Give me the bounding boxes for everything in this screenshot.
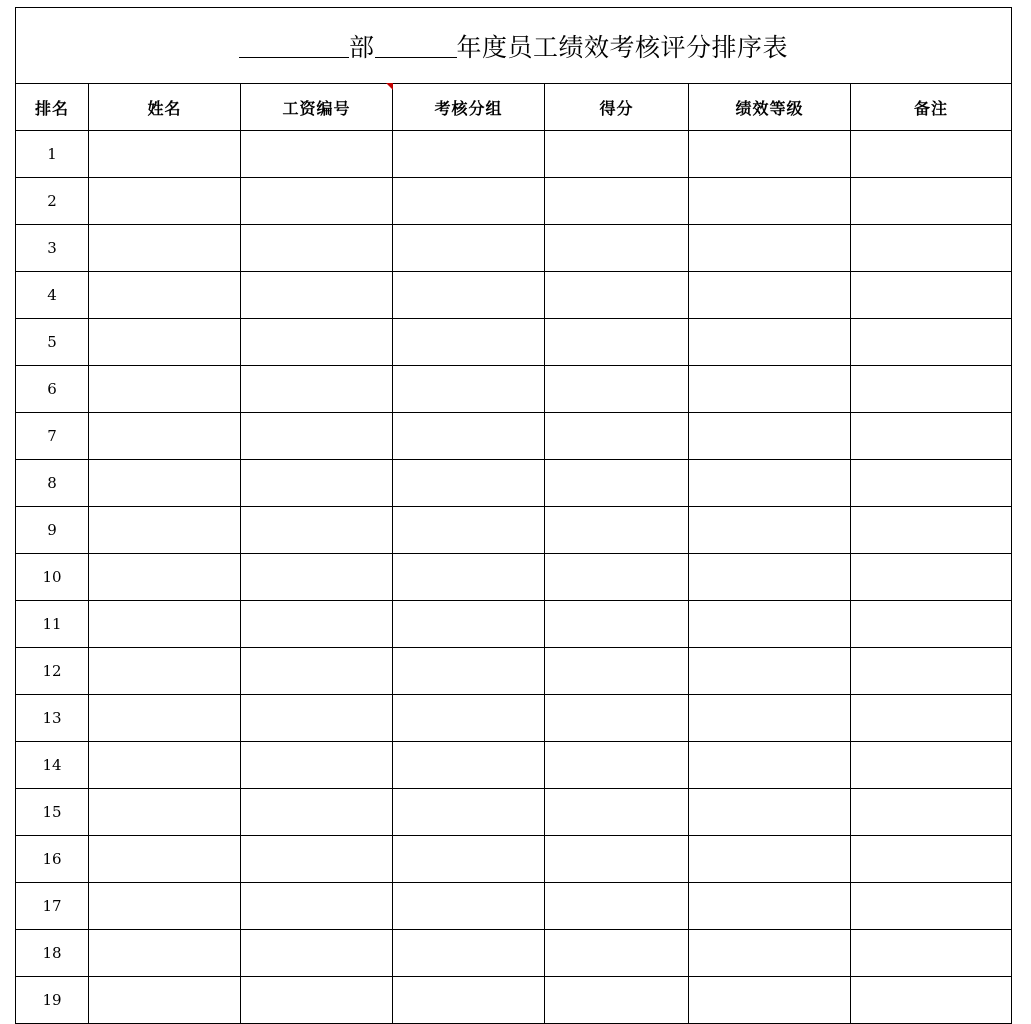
rank-cell[interactable]: 14 bbox=[16, 742, 89, 789]
salary-id-cell[interactable] bbox=[241, 178, 393, 225]
name-cell[interactable] bbox=[89, 883, 241, 930]
notes-cell[interactable] bbox=[851, 178, 1012, 225]
score-cell[interactable] bbox=[545, 695, 689, 742]
table-row bbox=[16, 836, 1012, 883]
rank-cell[interactable]: 7 bbox=[16, 413, 89, 460]
title-row bbox=[16, 8, 1012, 84]
salary-id-cell[interactable] bbox=[241, 648, 393, 695]
name-cell[interactable] bbox=[89, 601, 241, 648]
name-cell[interactable] bbox=[89, 131, 241, 178]
group-cell[interactable] bbox=[393, 319, 545, 366]
group-cell[interactable] bbox=[393, 507, 545, 554]
grade-cell[interactable] bbox=[689, 789, 851, 836]
score-cell[interactable] bbox=[545, 930, 689, 977]
table-row bbox=[16, 178, 1012, 225]
table-row bbox=[16, 319, 1012, 366]
score-cell[interactable] bbox=[545, 554, 689, 601]
group-cell[interactable] bbox=[393, 648, 545, 695]
name-cell[interactable] bbox=[89, 319, 241, 366]
group-cell[interactable] bbox=[393, 131, 545, 178]
spreadsheet bbox=[15, 7, 1011, 1024]
group-cell[interactable] bbox=[393, 225, 545, 272]
score-cell[interactable] bbox=[545, 977, 689, 1024]
title-part-main: 年度员工绩效考核评分排序表 bbox=[456, 32, 789, 62]
notes-cell[interactable] bbox=[851, 131, 1012, 178]
notes-cell[interactable] bbox=[851, 554, 1012, 601]
table-row bbox=[16, 460, 1012, 507]
rank-cell[interactable]: 11 bbox=[16, 601, 89, 648]
notes-cell[interactable] bbox=[851, 742, 1012, 789]
salary-id-cell[interactable] bbox=[241, 836, 393, 883]
grade-cell[interactable] bbox=[689, 413, 851, 460]
score-cell[interactable] bbox=[545, 507, 689, 554]
table-row bbox=[16, 413, 1012, 460]
notes-cell[interactable] bbox=[851, 319, 1012, 366]
notes-cell[interactable] bbox=[851, 977, 1012, 1024]
group-cell[interactable] bbox=[393, 366, 545, 413]
rank-cell[interactable]: 8 bbox=[16, 460, 89, 507]
name-cell[interactable] bbox=[89, 225, 241, 272]
header-grade[interactable]: 绩效等级 bbox=[689, 84, 851, 131]
table-row bbox=[16, 366, 1012, 413]
score-cell[interactable] bbox=[545, 319, 689, 366]
salary-id-cell[interactable] bbox=[241, 977, 393, 1024]
rank-cell[interactable]: 1 bbox=[16, 131, 89, 178]
grade-cell[interactable] bbox=[689, 178, 851, 225]
name-cell[interactable] bbox=[89, 695, 241, 742]
grade-cell[interactable] bbox=[689, 742, 851, 789]
table-row bbox=[16, 930, 1012, 977]
group-cell[interactable] bbox=[393, 695, 545, 742]
salary-id-cell[interactable] bbox=[241, 695, 393, 742]
performance-ranking-table bbox=[15, 7, 1012, 1024]
rank-cell[interactable]: 12 bbox=[16, 648, 89, 695]
rank-cell[interactable]: 3 bbox=[16, 225, 89, 272]
group-cell[interactable] bbox=[393, 413, 545, 460]
header-rank[interactable]: 排名 bbox=[16, 84, 89, 131]
name-cell[interactable] bbox=[89, 930, 241, 977]
table-row bbox=[16, 225, 1012, 272]
salary-id-cell[interactable] bbox=[241, 883, 393, 930]
name-cell[interactable] bbox=[89, 789, 241, 836]
score-cell[interactable] bbox=[545, 648, 689, 695]
score-cell[interactable] bbox=[545, 131, 689, 178]
grade-cell[interactable] bbox=[689, 883, 851, 930]
score-cell[interactable] bbox=[545, 366, 689, 413]
table-row bbox=[16, 272, 1012, 319]
name-cell[interactable] bbox=[89, 977, 241, 1024]
group-cell[interactable] bbox=[393, 601, 545, 648]
notes-cell[interactable] bbox=[851, 366, 1012, 413]
grade-cell[interactable] bbox=[689, 225, 851, 272]
salary-id-cell[interactable] bbox=[241, 460, 393, 507]
notes-cell[interactable] bbox=[851, 883, 1012, 930]
salary-id-cell[interactable] bbox=[241, 366, 393, 413]
notes-cell[interactable] bbox=[851, 507, 1012, 554]
grade-cell[interactable] bbox=[689, 366, 851, 413]
salary-id-cell[interactable] bbox=[241, 507, 393, 554]
rank-cell[interactable]: 19 bbox=[16, 977, 89, 1024]
salary-id-cell[interactable] bbox=[241, 272, 393, 319]
header-notes[interactable]: 备注 bbox=[851, 84, 1012, 131]
salary-id-cell[interactable] bbox=[241, 742, 393, 789]
score-cell[interactable] bbox=[545, 225, 689, 272]
score-cell[interactable] bbox=[545, 413, 689, 460]
score-cell[interactable] bbox=[545, 742, 689, 789]
score-cell[interactable] bbox=[545, 601, 689, 648]
rank-cell[interactable]: 4 bbox=[16, 272, 89, 319]
salary-id-cell[interactable] bbox=[241, 554, 393, 601]
score-cell[interactable] bbox=[545, 836, 689, 883]
salary-id-cell[interactable] bbox=[241, 930, 393, 977]
rank-cell[interactable]: 9 bbox=[16, 507, 89, 554]
table-row bbox=[16, 507, 1012, 554]
score-cell[interactable] bbox=[545, 178, 689, 225]
group-cell[interactable] bbox=[393, 789, 545, 836]
score-cell[interactable] bbox=[545, 789, 689, 836]
name-cell[interactable] bbox=[89, 178, 241, 225]
rank-cell[interactable]: 17 bbox=[16, 883, 89, 930]
score-cell[interactable] bbox=[545, 272, 689, 319]
notes-cell[interactable] bbox=[851, 648, 1012, 695]
rank-cell[interactable]: 6 bbox=[16, 366, 89, 413]
rank-cell[interactable]: 2 bbox=[16, 178, 89, 225]
salary-id-cell[interactable] bbox=[241, 601, 393, 648]
group-cell[interactable] bbox=[393, 742, 545, 789]
name-cell[interactable] bbox=[89, 460, 241, 507]
header-score[interactable]: 得分 bbox=[545, 84, 689, 131]
rank-cell[interactable]: 18 bbox=[16, 930, 89, 977]
header-name[interactable]: 姓名 bbox=[89, 84, 241, 131]
table-row bbox=[16, 131, 1012, 178]
name-cell[interactable] bbox=[89, 366, 241, 413]
rank-cell[interactable]: 16 bbox=[16, 836, 89, 883]
name-cell[interactable] bbox=[89, 507, 241, 554]
grade-cell[interactable] bbox=[689, 460, 851, 507]
header-salary-id-label: 工资编号 bbox=[282, 98, 351, 118]
grade-cell[interactable] bbox=[689, 836, 851, 883]
table-row bbox=[16, 883, 1012, 930]
header-row bbox=[16, 84, 1012, 131]
department-blank bbox=[239, 35, 349, 58]
group-cell[interactable] bbox=[393, 272, 545, 319]
table-row bbox=[16, 742, 1012, 789]
name-cell[interactable] bbox=[89, 413, 241, 460]
name-cell[interactable] bbox=[89, 742, 241, 789]
grade-cell[interactable] bbox=[689, 319, 851, 366]
table-row bbox=[16, 601, 1012, 648]
year-blank bbox=[375, 35, 457, 58]
notes-cell[interactable] bbox=[851, 930, 1012, 977]
notes-cell[interactable] bbox=[851, 272, 1012, 319]
group-cell[interactable] bbox=[393, 883, 545, 930]
group-cell[interactable] bbox=[393, 836, 545, 883]
salary-id-cell[interactable] bbox=[241, 131, 393, 178]
notes-cell[interactable] bbox=[851, 225, 1012, 272]
name-cell[interactable] bbox=[89, 272, 241, 319]
grade-cell[interactable] bbox=[689, 554, 851, 601]
rank-cell[interactable]: 15 bbox=[16, 789, 89, 836]
notes-cell[interactable] bbox=[851, 836, 1012, 883]
header-salary-id[interactable] bbox=[241, 84, 393, 131]
salary-id-cell[interactable] bbox=[241, 225, 393, 272]
group-cell[interactable] bbox=[393, 930, 545, 977]
notes-cell[interactable] bbox=[851, 413, 1012, 460]
table-row bbox=[16, 789, 1012, 836]
grade-cell[interactable] bbox=[689, 930, 851, 977]
notes-cell[interactable] bbox=[851, 789, 1012, 836]
title-part-department: 部 bbox=[349, 32, 375, 62]
grade-cell[interactable] bbox=[689, 272, 851, 319]
rank-cell[interactable]: 5 bbox=[16, 319, 89, 366]
notes-cell[interactable] bbox=[851, 695, 1012, 742]
group-cell[interactable] bbox=[393, 460, 545, 507]
header-group[interactable]: 考核分组 bbox=[393, 84, 545, 131]
rank-cell[interactable]: 10 bbox=[16, 554, 89, 601]
group-cell[interactable] bbox=[393, 977, 545, 1024]
notes-cell[interactable] bbox=[851, 601, 1012, 648]
table-title[interactable] bbox=[16, 8, 1012, 84]
salary-id-cell[interactable] bbox=[241, 319, 393, 366]
salary-id-cell[interactable] bbox=[241, 789, 393, 836]
grade-cell[interactable] bbox=[689, 131, 851, 178]
group-cell[interactable] bbox=[393, 178, 545, 225]
grade-cell[interactable] bbox=[689, 507, 851, 554]
notes-cell[interactable] bbox=[851, 460, 1012, 507]
salary-id-cell[interactable] bbox=[241, 413, 393, 460]
table-row bbox=[16, 977, 1012, 1024]
table-row bbox=[16, 648, 1012, 695]
grade-cell[interactable] bbox=[689, 648, 851, 695]
name-cell[interactable] bbox=[89, 648, 241, 695]
grade-cell[interactable] bbox=[689, 977, 851, 1024]
rank-cell[interactable]: 13 bbox=[16, 695, 89, 742]
table-row bbox=[16, 554, 1012, 601]
name-cell[interactable] bbox=[89, 554, 241, 601]
group-cell[interactable] bbox=[393, 554, 545, 601]
name-cell[interactable] bbox=[89, 836, 241, 883]
table-row bbox=[16, 695, 1012, 742]
grade-cell[interactable] bbox=[689, 601, 851, 648]
score-cell[interactable] bbox=[545, 460, 689, 507]
grade-cell[interactable] bbox=[689, 695, 851, 742]
score-cell[interactable] bbox=[545, 883, 689, 930]
